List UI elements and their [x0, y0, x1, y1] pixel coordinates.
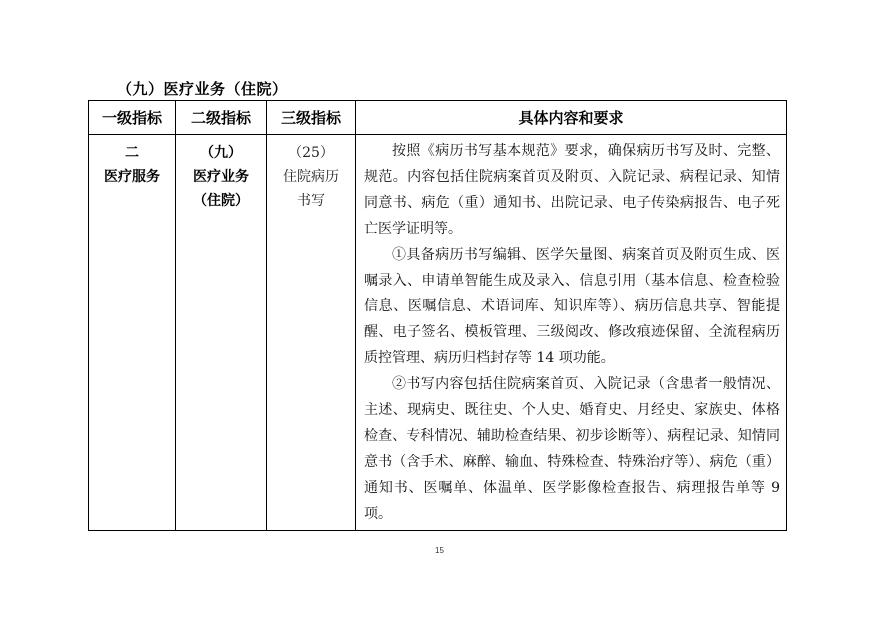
level1-number: 二 — [125, 145, 139, 161]
level3-number: （25） — [288, 145, 334, 161]
level1-cell — [89, 135, 176, 531]
page-number: 15 — [435, 546, 444, 555]
header-level2: 二级指标 — [176, 101, 267, 135]
content-paragraph-functions: ①具备病历书写编辑、医学矢量图、病案首页及附页生成、医嘱录入、申请单智能生成及录入、信息引用（基本信息、检查检验信息、医嘱信息、术语词库、知识库等）、病历信息共享、智能提醒、电子签名、模板管理、三级阅改、修改痕迹保留、全流程病历质控管理、病历归档封存等 14 项功能。 — [364, 246, 780, 367]
content-paragraph-items: ②书写内容包括住院病案首页、入院记录（含患者一般情况、主述、现病史、既往史、个人史、婚育史、月经史、家族史、体格检查、专科情况、辅助检查结果、初步诊断等）、病程记录、知情同意书（含手术、麻醉、输血、特殊检查、特殊治疗等）、病危（重）通知书、医嘱单、体温单、医学影像检查报告、病理报告单等 9 项。 — [364, 376, 780, 522]
header-level1: 一级指标 — [89, 101, 176, 135]
level1-name: 医疗服务 — [104, 169, 160, 185]
level3-cell — [267, 135, 356, 531]
level3-name-line1: 住院病历 — [283, 169, 339, 185]
section-title: （九）医疗业务（住院） — [117, 80, 288, 98]
level2-number: （九） — [200, 145, 242, 161]
header-level3: 三级指标 — [267, 101, 356, 135]
level2-cell — [176, 135, 267, 531]
indicator-table — [88, 100, 787, 531]
content-cell — [356, 135, 787, 531]
table-header-row — [89, 101, 787, 135]
level2-qualifier: （住院） — [193, 193, 249, 209]
table-row — [89, 135, 787, 531]
level3-name-line2: 书写 — [297, 193, 325, 209]
content-paragraph-intro: 按照《病历书写基本规范》要求，确保病历书写及时、完整、规范。内容包括住院病案首页及附页、入院记录、病程记录、知情同意书、病危（重）通知书、出院记录、电子传染病报告、电子死亡医学证明等。 — [364, 143, 780, 237]
header-content: 具体内容和要求 — [356, 101, 787, 135]
level2-name: 医疗业务 — [193, 169, 249, 185]
